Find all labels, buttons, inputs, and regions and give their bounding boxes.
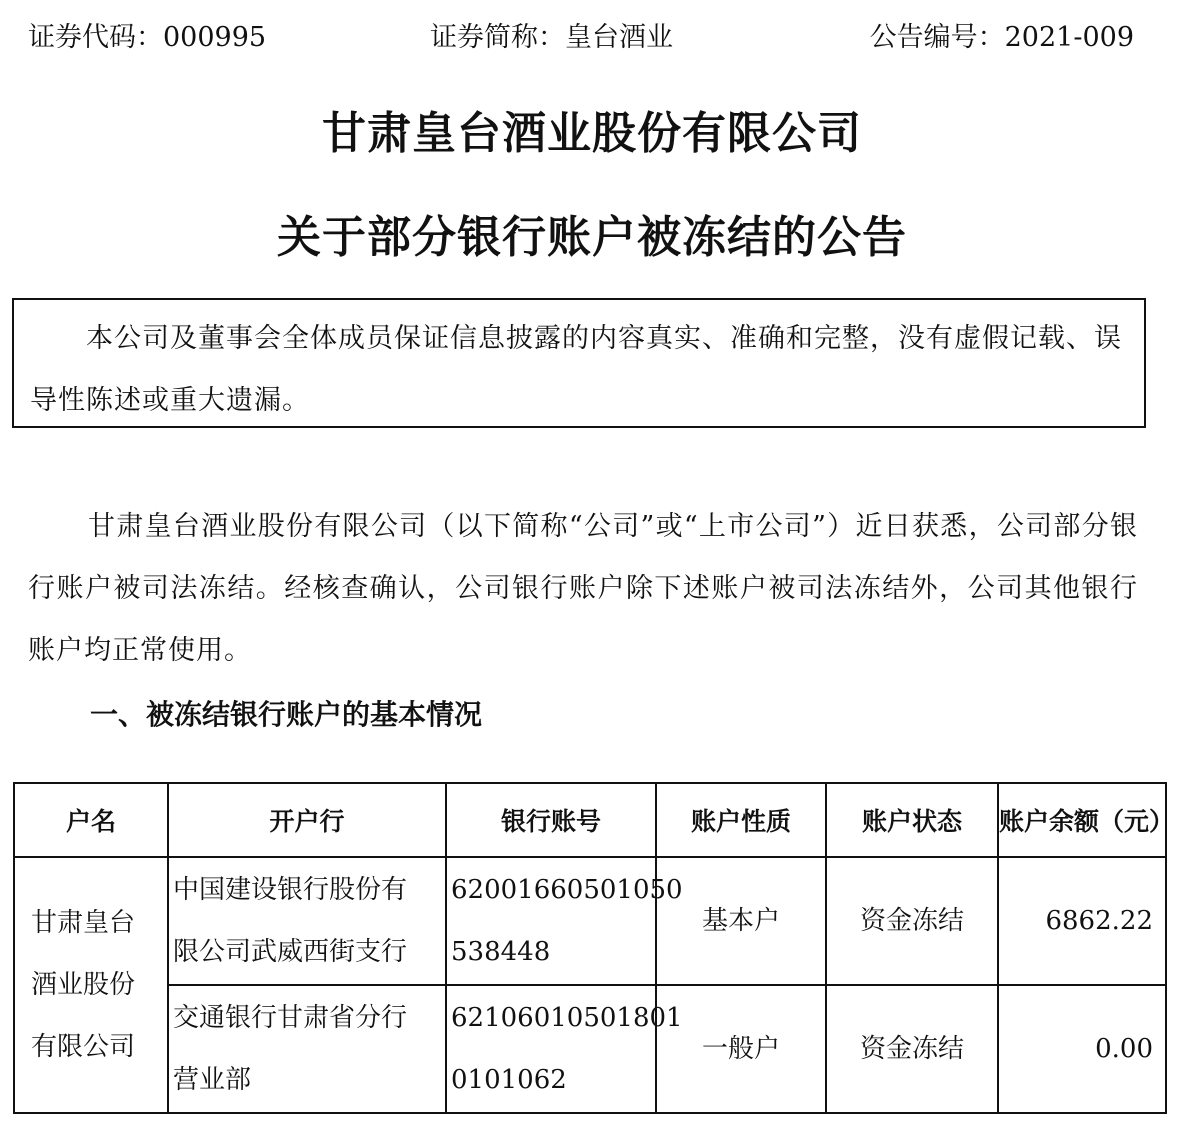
table-row xyxy=(14,857,1166,985)
security-abbreviation: 证券简称：皇台酒业 xyxy=(430,22,673,53)
balance-cell: 6862.22 xyxy=(998,857,1166,985)
header-owner: 户名 xyxy=(14,783,168,857)
owner-line: 有限公司 xyxy=(31,1032,136,1062)
document-header xyxy=(28,18,1148,58)
account-number-cell xyxy=(446,857,683,985)
table-header-row xyxy=(14,783,1166,857)
account-line: 62106010501801 xyxy=(451,1003,683,1033)
account-line: 62001660501050 xyxy=(451,875,683,905)
balance-cell: 0.00 xyxy=(998,985,1166,1113)
owner-line: 甘肃皇台 xyxy=(31,908,136,938)
bank-line: 中国建设银行股份有 xyxy=(173,875,408,905)
security-code: 证券代码：000995 xyxy=(28,22,267,53)
header-account-type: 账户性质 xyxy=(656,783,826,857)
bank-line: 营业部 xyxy=(173,1065,252,1095)
account-status-cell: 资金冻结 xyxy=(826,857,998,985)
header-balance: 账户余额（元） xyxy=(998,783,1166,857)
table-row xyxy=(14,985,1166,1113)
account-status-cell: 资金冻结 xyxy=(826,985,998,1113)
announcement-title: 关于部分银行账户被冻结的公告 xyxy=(277,212,907,263)
bank-line: 限公司武威西街支行 xyxy=(173,937,408,967)
account-number-cell xyxy=(446,985,683,1113)
header-account-status: 账户状态 xyxy=(826,783,998,857)
owner-line: 酒业股份 xyxy=(31,970,136,1000)
bank-line: 交通银行甘肃省分行 xyxy=(173,1003,408,1033)
header-bank: 开户行 xyxy=(168,783,446,857)
account-type-cell: 基本户 xyxy=(656,857,826,985)
owner-cell xyxy=(14,857,168,1113)
header-account-no: 银行账号 xyxy=(446,783,656,857)
board-notice-box: 本公司及董事会全体成员保证信息披露的内容真实、准确和完整，没有虚假记载、误导性陈述或重大遗漏。 xyxy=(12,298,1146,428)
body-paragraph: 甘肃皇台酒业股份有限公司（以下简称“公司”或“上市公司”）近日获悉，公司部分银行账户被司法冻结。经核查确认，公司银行账户除下述账户被司法冻结外，公司其他银行账户均正常使用。 xyxy=(28,511,1138,666)
bank-cell xyxy=(168,985,446,1113)
account-type-cell: 一般户 xyxy=(656,985,826,1113)
bank-cell xyxy=(168,857,446,985)
account-line: 538448 xyxy=(451,937,551,967)
company-title: 甘肃皇台酒业股份有限公司 xyxy=(322,108,862,159)
account-line: 0101062 xyxy=(451,1065,567,1095)
announcement-number: 公告编号：2021-009 xyxy=(869,22,1134,53)
section-heading: 一、被冻结银行账户的基本情况 xyxy=(90,698,483,731)
frozen-accounts-table xyxy=(13,782,1175,1114)
